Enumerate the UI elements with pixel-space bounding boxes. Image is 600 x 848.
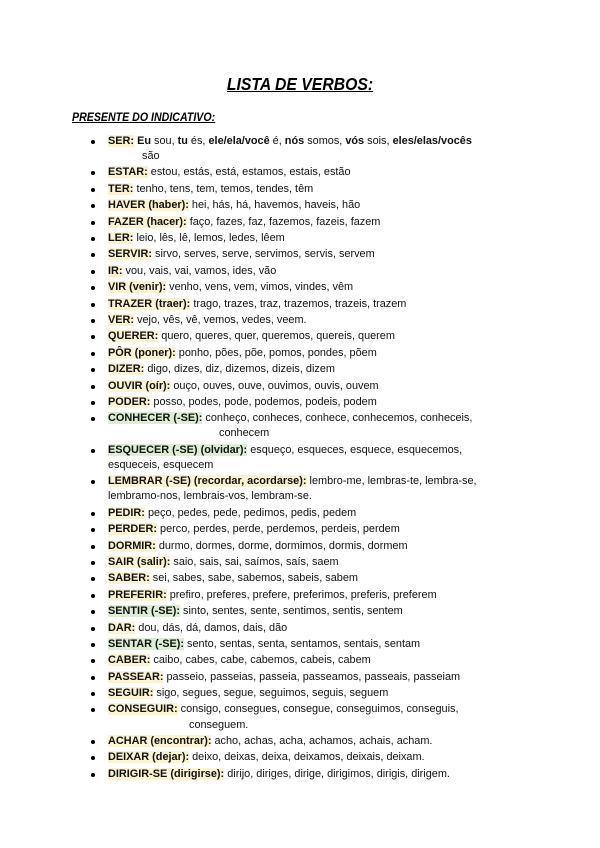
verb-name: DIRIGIR-SE (dirigirse): bbox=[108, 767, 225, 780]
verb-forms: prefiro, preferes, prefere, preferimos, preferis, preferem bbox=[166, 588, 437, 601]
verb-name: ACHAR (encontrar): bbox=[108, 734, 212, 747]
bullet-icon bbox=[91, 528, 95, 532]
list-item bbox=[0, 686, 600, 701]
list-item bbox=[0, 182, 600, 197]
verb-forms: sou, bbox=[150, 135, 178, 147]
verb-name: DEIXAR (dejar): bbox=[108, 751, 190, 764]
verb-forms: esqueço, esqueces, esquece, esquecemos, bbox=[247, 443, 463, 456]
verb-forms: estou, estás, está, estamos, estais, estão bbox=[147, 166, 351, 179]
bullet-icon bbox=[91, 512, 95, 516]
verb-name: TER: bbox=[108, 182, 134, 195]
list-item bbox=[0, 670, 600, 685]
verb-name: PEDIR: bbox=[108, 506, 145, 519]
verb-name: SER: bbox=[108, 135, 135, 147]
list-item bbox=[0, 362, 600, 377]
bullet-icon bbox=[91, 561, 95, 565]
verb-name: DIZER: bbox=[108, 363, 145, 376]
verb-forms: sirvo, serves, serve, servimos, servis, servem bbox=[151, 248, 375, 261]
list-item bbox=[0, 297, 600, 312]
verb-forms-continued: conhecem bbox=[219, 427, 270, 440]
verb-forms: dirijo, diriges, dirige, dirigimos, dirigis, dirigem. bbox=[224, 767, 450, 780]
verb-forms: faço, fazes, faz, fazemos, fazeis, fazem bbox=[186, 215, 381, 228]
verb-forms: caibo, cabes, cabe, cabemos, cabeis, cabem bbox=[150, 654, 371, 667]
verb-forms: sigo, segues, segue, seguimos, seguis, seguem bbox=[153, 687, 389, 700]
pronoun: Eu bbox=[137, 135, 151, 147]
verb-name: PODER: bbox=[108, 395, 151, 408]
verb-forms: leio, lês, lê, lemos, ledes, lêem bbox=[133, 232, 285, 245]
list-item bbox=[0, 231, 600, 246]
verb-name: SENTAR (-SE): bbox=[108, 637, 185, 650]
bullet-icon bbox=[91, 368, 95, 372]
list-item bbox=[0, 637, 600, 652]
list-item bbox=[0, 346, 600, 361]
bullet-icon bbox=[91, 253, 95, 257]
list-item bbox=[0, 539, 600, 554]
verb-name: TRAZER (traer): bbox=[108, 297, 191, 310]
bullet-icon bbox=[91, 204, 95, 208]
verb-forms: perco, perdes, perde, perdemos, perdeis, perdem bbox=[157, 523, 400, 536]
bullet-icon bbox=[91, 643, 95, 647]
list-item bbox=[0, 522, 600, 537]
verb-name: VIR (venir): bbox=[108, 281, 167, 294]
verb-name: LER: bbox=[108, 232, 134, 245]
verb-name: SEGUIR: bbox=[108, 687, 154, 700]
verb-forms: passeio, passeias, passeia, passeamos, passeais, passeiam bbox=[163, 670, 461, 683]
pronoun: nós bbox=[284, 135, 305, 147]
verb-forms: venho, vens, vem, vimos, vindes, vêm bbox=[166, 281, 354, 294]
verb-name: VER: bbox=[108, 314, 135, 326]
list-item bbox=[0, 134, 600, 164]
verb-name: SABER: bbox=[108, 572, 150, 585]
list-item bbox=[0, 165, 600, 180]
pronoun: ele/ela/você bbox=[208, 135, 270, 147]
list-item bbox=[0, 604, 600, 619]
verb-name: QUERER: bbox=[108, 330, 159, 343]
verb-forms: sento, sentas, senta, sentamos, sentais, sentam bbox=[184, 637, 421, 650]
bullet-icon bbox=[91, 237, 95, 241]
bullet-icon bbox=[91, 610, 95, 614]
list-item bbox=[0, 621, 600, 636]
bullet-icon bbox=[91, 449, 95, 453]
verb-name: HAVER (haber): bbox=[108, 199, 189, 212]
bullet-icon bbox=[91, 773, 95, 777]
bullet-icon bbox=[91, 140, 95, 144]
verb-forms: és, bbox=[187, 135, 209, 147]
verb-forms: saio, sais, sai, saímos, saís, saem bbox=[170, 555, 339, 568]
list-item bbox=[0, 443, 600, 473]
list-item bbox=[0, 280, 600, 295]
bullet-icon bbox=[91, 188, 95, 192]
verb-forms: somos, bbox=[304, 135, 346, 147]
verb-list bbox=[0, 134, 600, 783]
list-item bbox=[0, 329, 600, 344]
bullet-icon bbox=[91, 385, 95, 389]
list-item bbox=[0, 198, 600, 213]
verb-forms: posso, podes, pode, podemos, podeis, podem bbox=[150, 395, 377, 408]
verb-forms: sois, bbox=[364, 135, 393, 147]
verb-forms: é, bbox=[269, 135, 285, 147]
verb-name: SERVIR: bbox=[108, 248, 152, 261]
verb-forms-continued: são bbox=[142, 150, 160, 163]
verb-forms: quero, queres, quer, queremos, quereis, querem bbox=[158, 330, 395, 343]
list-item bbox=[0, 571, 600, 586]
bullet-icon bbox=[91, 756, 95, 760]
list-item bbox=[0, 588, 600, 603]
verb-name: CABER: bbox=[108, 654, 151, 667]
list-item bbox=[0, 653, 600, 668]
verb-forms: durmo, dormes, dorme, dormimos, dormis, dormem bbox=[155, 539, 408, 552]
list-item bbox=[0, 767, 600, 782]
bullet-icon bbox=[91, 708, 95, 712]
verb-forms: peço, pedes, pede, pedimos, pedis, pedem bbox=[144, 506, 357, 519]
section-title: PRESENTE DO INDICATIVO: bbox=[72, 110, 216, 124]
verb-forms: trago, trazes, traz, trazemos, trazeis, trazem bbox=[190, 297, 407, 310]
bullet-icon bbox=[91, 286, 95, 290]
verb-forms-continued: lembramo-nos, lembrais-vos, lembram-se. bbox=[108, 490, 312, 503]
verb-name: SAIR (salir): bbox=[108, 555, 171, 568]
verb-forms: ponho, pões, põe, pomos, pondes, põem bbox=[175, 346, 377, 359]
bullet-icon bbox=[91, 480, 95, 484]
verb-forms: sei, sabes, sabe, sabemos, sabeis, sabem bbox=[149, 572, 358, 585]
verb-forms: vejo, vês, vê, vemos, vedes, veem. bbox=[134, 314, 307, 326]
list-item bbox=[0, 411, 600, 441]
verb-forms: consigo, consegues, consegue, conseguimos, conseguis, bbox=[177, 703, 459, 716]
bullet-icon bbox=[91, 335, 95, 339]
bullet-icon bbox=[91, 545, 95, 549]
bullet-icon bbox=[91, 270, 95, 274]
list-item bbox=[0, 555, 600, 570]
list-item bbox=[0, 734, 600, 749]
bullet-icon bbox=[91, 319, 95, 323]
verb-name: ESQUECER (-SE) (olvidar): bbox=[108, 443, 248, 456]
bullet-icon bbox=[91, 171, 95, 175]
bullet-icon bbox=[91, 659, 95, 663]
verb-name: LEMBRAR (-SE) (recordar, acordarse): bbox=[108, 475, 307, 488]
verb-name: DAR: bbox=[108, 621, 136, 634]
list-item bbox=[0, 264, 600, 279]
pronoun: vós bbox=[345, 135, 365, 147]
bullet-icon bbox=[91, 627, 95, 631]
list-item bbox=[0, 395, 600, 410]
verb-forms: tenho, tens, tem, temos, tendes, têm bbox=[133, 182, 314, 195]
verb-name: OUVIR (oír): bbox=[108, 379, 171, 392]
bullet-icon bbox=[91, 740, 95, 744]
list-item bbox=[0, 750, 600, 765]
bullet-icon bbox=[91, 577, 95, 581]
bullet-icon bbox=[91, 417, 95, 421]
verb-forms: sinto, sentes, sente, sentimos, sentis, sentem bbox=[180, 605, 403, 618]
verb-name: CONHECER (-SE): bbox=[108, 412, 203, 425]
bullet-icon bbox=[91, 676, 95, 680]
bullet-icon bbox=[91, 303, 95, 307]
verb-forms: hei, hás, há, havemos, haveis, hão bbox=[188, 199, 361, 212]
verb-name: ESTAR: bbox=[108, 166, 148, 179]
pronoun: tu bbox=[177, 135, 188, 147]
verb-forms: conheço, conheces, conhece, conhecemos, conheceis, bbox=[202, 412, 473, 425]
verb-forms: ouço, ouves, ouve, ouvimos, ouvis, ouvem bbox=[170, 379, 379, 392]
bullet-icon bbox=[91, 401, 95, 405]
verb-name: PREFERIR: bbox=[108, 588, 167, 601]
pronoun: eles/elas/vocês bbox=[392, 135, 472, 147]
bullet-icon bbox=[91, 352, 95, 356]
list-item bbox=[0, 474, 600, 504]
bullet-icon bbox=[91, 221, 95, 225]
list-item bbox=[0, 313, 600, 328]
verb-forms: lembro-me, lembras-te, lembra-se, bbox=[306, 475, 477, 488]
list-item bbox=[0, 506, 600, 521]
list-item bbox=[0, 215, 600, 230]
verb-forms: dou, dás, dá, damos, dais, dão bbox=[135, 621, 288, 634]
verb-forms: deixo, deixas, deixa, deixamos, deixais, deixam. bbox=[189, 751, 425, 764]
verb-name: CONSEGUIR: bbox=[108, 703, 178, 716]
page-title: LISTA DE VERBOS: bbox=[226, 74, 374, 94]
list-item bbox=[0, 379, 600, 394]
verb-forms-continued: esqueceis, esquecem bbox=[108, 458, 214, 471]
verb-name: FAZER (hacer): bbox=[108, 215, 187, 228]
verb-name: DORMIR: bbox=[108, 539, 156, 552]
list-item bbox=[0, 247, 600, 262]
bullet-icon bbox=[91, 594, 95, 598]
verb-name: SENTIR (-SE): bbox=[108, 605, 180, 618]
verb-forms: acho, achas, acha, achamos, achais, acham. bbox=[211, 734, 433, 747]
verb-forms-continued: conseguem. bbox=[189, 718, 249, 731]
verb-name: IR: bbox=[108, 264, 123, 277]
verb-name: PÔR (poner): bbox=[108, 346, 176, 359]
verb-name: PASSEAR: bbox=[108, 670, 164, 683]
bullet-icon bbox=[91, 692, 95, 696]
verb-name: PERDER: bbox=[108, 523, 158, 536]
verb-forms: digo, dizes, diz, dizemos, dizeis, dizem bbox=[144, 363, 335, 376]
verb-forms: vou, vais, vai, vamos, ides, vão bbox=[122, 264, 277, 277]
list-item bbox=[0, 702, 600, 732]
